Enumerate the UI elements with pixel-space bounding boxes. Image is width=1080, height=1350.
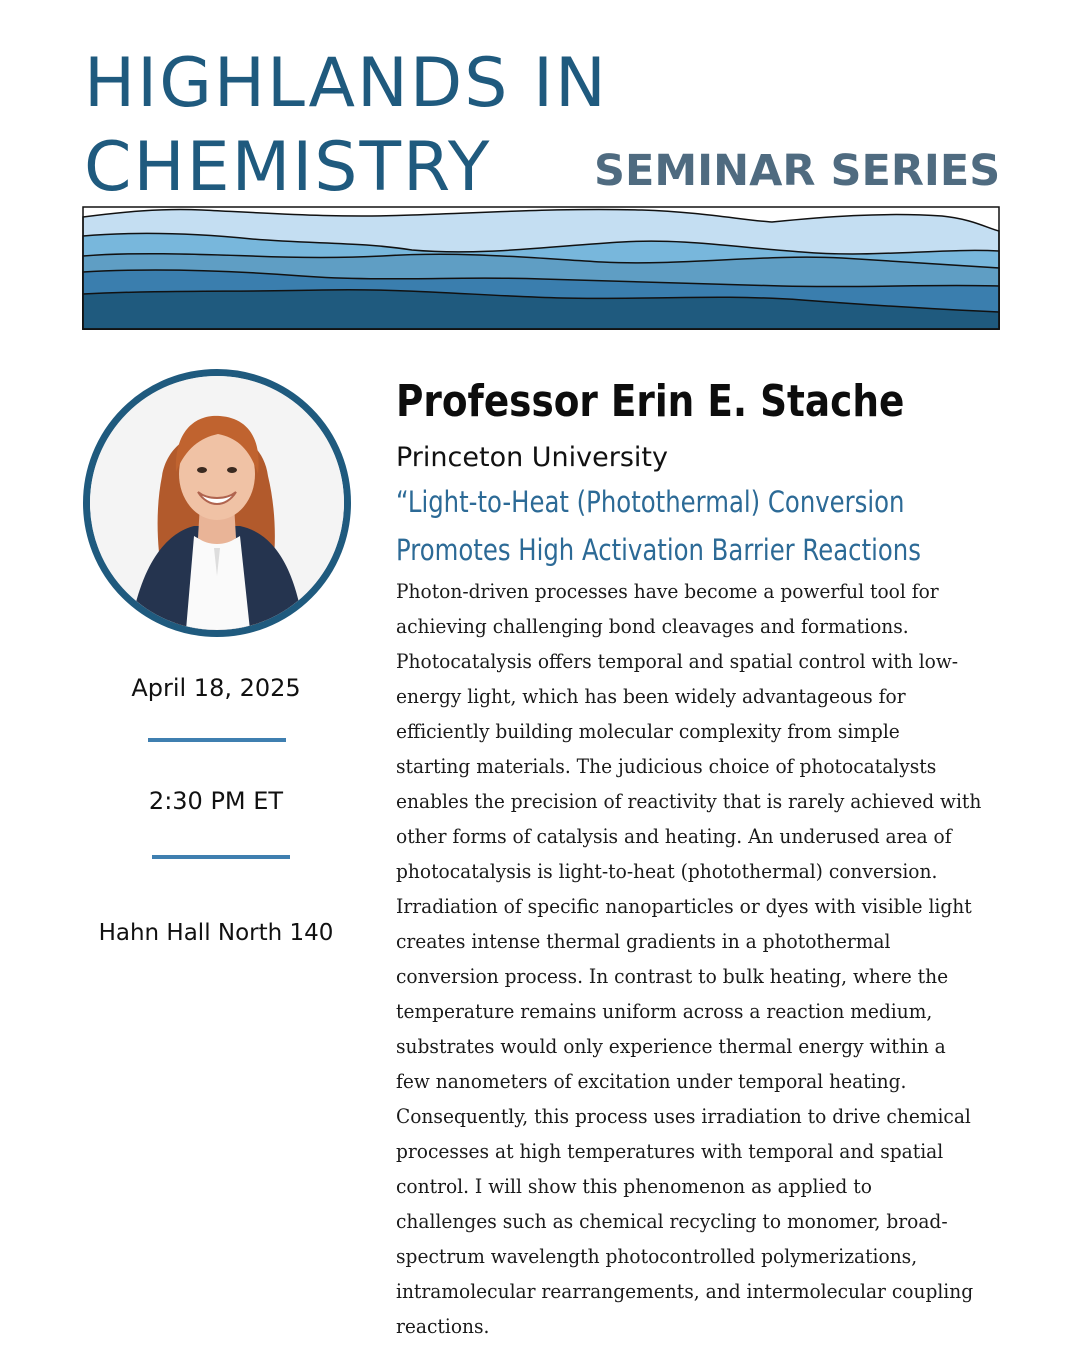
abstract-line: reactions.	[396, 1314, 490, 1338]
abstract-line: achieving challenging bond cleavages and formations.	[396, 614, 909, 638]
speaker-portrait-icon	[83, 369, 351, 637]
speaker-affiliation: Princeton University	[396, 442, 668, 473]
abstract-line: Consequently, this process uses irradiation to drive chemical	[396, 1104, 971, 1128]
abstract-line: Photocatalysis offers temporal and spatial control with low-	[396, 649, 959, 673]
divider-1	[148, 738, 286, 742]
abstract-line: processes at high temperatures with temporal and spatial	[396, 1139, 944, 1163]
abstract-line: Irradiation of specific nanoparticles or dyes with visible light	[396, 894, 972, 918]
talk-title-line-1: “Light-to-Heat (Photothermal) Conversion	[396, 485, 905, 519]
series-title-line-1: HIGHLANDS IN	[84, 44, 608, 123]
abstract-line: Photon-driven processes have become a powerful tool for	[396, 579, 939, 603]
mountain-ridge-banner-icon	[82, 206, 1000, 330]
abstract-line: creates intense thermal gradients in a photothermal	[396, 929, 891, 953]
talk-abstract	[396, 574, 1008, 1344]
abstract-line: photocatalysis is light-to-heat (photothermal) conversion.	[396, 859, 938, 883]
abstract-line: intramolecular rearrangements, and intermolecular coupling	[396, 1279, 974, 1303]
abstract-line: enables the precision of reactivity that is rarely achieved with	[396, 789, 982, 813]
speaker-portrait-illustration	[90, 376, 344, 630]
divider-2	[152, 855, 290, 859]
abstract-line: starting materials. The judicious choice of photocatalysts	[396, 754, 937, 778]
event-date: April 18, 2025	[131, 674, 301, 702]
speaker-name: Professor Erin E. Stache	[396, 376, 905, 427]
abstract-line: few nanometers of excitation under temporal heating.	[396, 1069, 907, 1093]
abstract-line: other forms of catalysis and heating. An underused area of	[396, 824, 952, 848]
abstract-line: challenges such as chemical recycling to monomer, broad-	[396, 1209, 948, 1233]
series-subtitle: SEMINAR SERIES	[594, 146, 1001, 196]
event-time: 2:30 PM ET	[148, 787, 284, 815]
abstract-line: spectrum wavelength photocontrolled polymerizations,	[396, 1244, 918, 1268]
talk-title-line-2: Promotes High Activation Barrier Reactions	[396, 533, 921, 567]
abstract-line: efficiently building molecular complexity from simple	[396, 719, 900, 743]
abstract-line: conversion process. In contrast to bulk heating, where the	[396, 964, 949, 988]
abstract-line: temperature remains uniform across a reaction medium,	[396, 999, 933, 1023]
abstract-line: energy light, which has been widely advantageous for	[396, 684, 906, 708]
event-location: Hahn Hall North 140	[98, 920, 334, 946]
abstract-line: substrates would only experience thermal energy within a	[396, 1034, 946, 1058]
series-title-line-2: CHEMISTRY	[84, 128, 492, 207]
abstract-line: control. I will show this phenomenon as applied to	[396, 1174, 872, 1198]
